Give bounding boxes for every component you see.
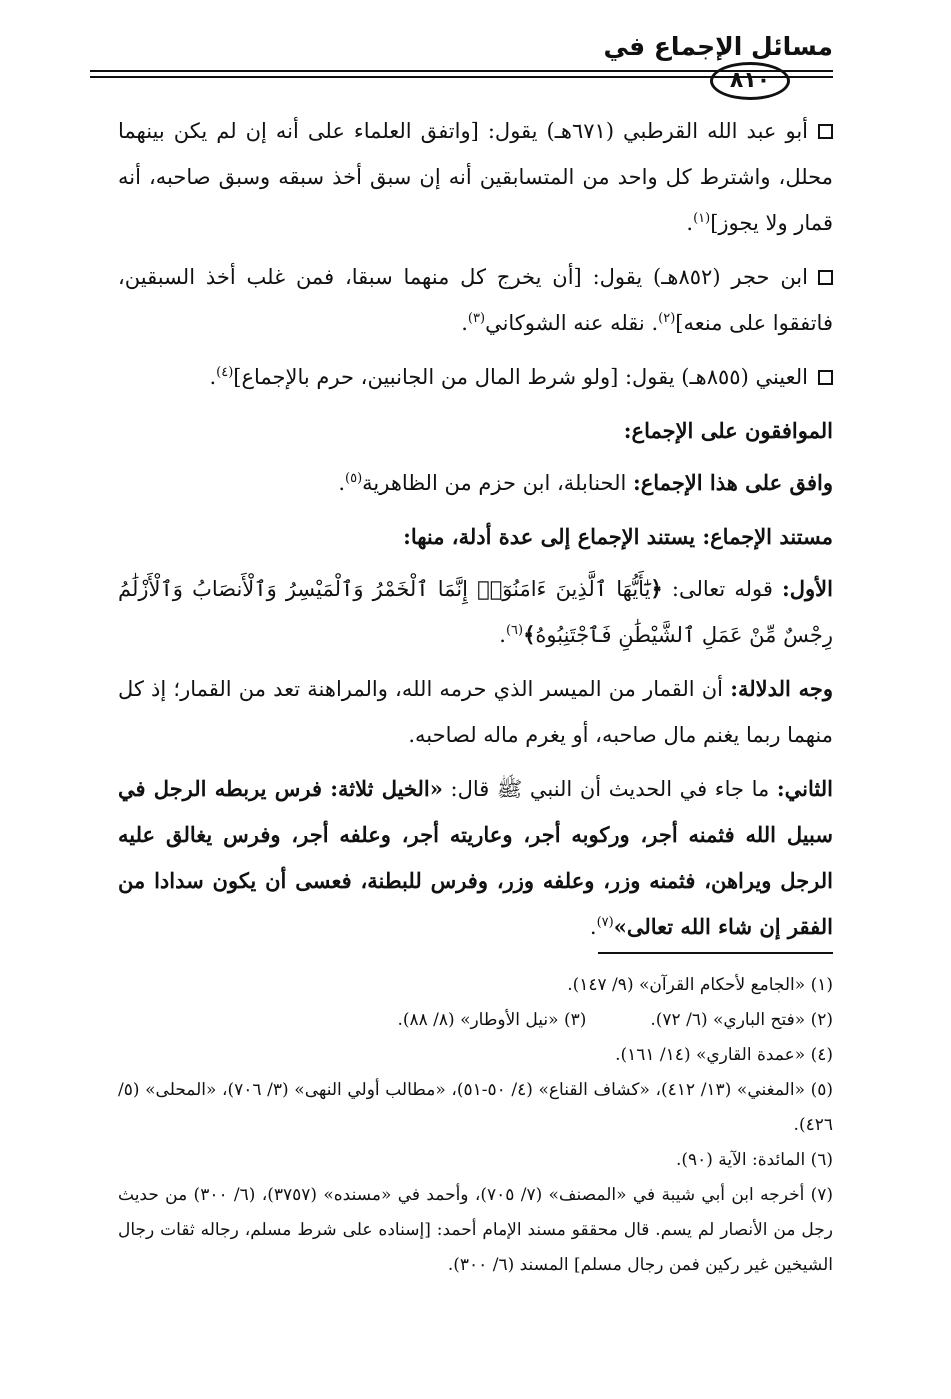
first-intro: قوله تعالى: — [662, 577, 783, 601]
checkbox-square-icon — [818, 370, 833, 385]
indication-label: وجه الدلالة: — [730, 676, 833, 701]
first-evidence — [118, 566, 833, 658]
agreeing-text: الحنابلة، ابن حزم من الظاهرية — [362, 471, 633, 495]
quote-text: ابن حجر (٨٥٢هـ) يقول: [أن يخرج كل منهما سبقا، فمن غلب أخذ السبقين، فاتفقوا على منعه] — [118, 265, 833, 335]
indication-paragraph — [118, 666, 833, 758]
footnote-ref: (٤) — [216, 365, 234, 380]
punctuation: . — [499, 623, 506, 647]
punctuation: . — [589, 915, 597, 939]
punctuation: . — [461, 311, 468, 335]
footnote-ref: (٥) — [345, 471, 363, 486]
page-number: ٨١٠ — [729, 68, 771, 93]
basis-heading: مستند الإجماع: يستند الإجماع إلى عدة أدلة، منها: — [403, 524, 833, 549]
agreeing-paragraph — [118, 460, 833, 506]
second-intro: ما جاء في الحديث أن النبي ﷺ قال: — [442, 777, 777, 801]
footnote-2: (٢) «فتح الباري» (٦/ ٧٢). — [650, 1010, 833, 1030]
footnote-ref: (٧) — [596, 915, 614, 930]
quote-text: العيني (٨٥٥هـ) يقول: [ولو شرط المال من الجانبين، حرم بالإجماع] — [233, 365, 808, 389]
quote-ibn-hajar — [118, 254, 833, 346]
footnote-separator — [598, 952, 833, 954]
main-text — [118, 108, 833, 958]
footnote-6: (٦) المائدة: الآية (٩٠). — [675, 1150, 833, 1170]
quote-qurtubi — [118, 108, 833, 246]
quote-aini — [118, 354, 833, 400]
quran-verse: يَٰٓأَيُّهَا ٱلَّذِينَ ءَامَنُوٓا۟ إِنَّمَا ٱلْخَمْرُ وَٱلْمَيْسِرُ وَٱلْأَنصَابُ وَٱلْأَزْلَٰمُ رِجْسٌ مِّنْ عَمَلِ ٱلشَّيْطَٰنِ فَٱجْتَنِبُوهُ — [118, 577, 833, 647]
hadith-text: «الخيل ثلاثة: فرس يربطه الرجل في سبيل الله فثمنه أجر، وركوبه أجر، وعاريته أجر، وعلفه أجر، وفرس يغالق عليه الرجل ويراهن، فثمنه وزر، وعلفه وزر، وفرس للبطنة، فعسى أن يكون سدادا من الفقر إن شاء الله تعالى» — [118, 776, 833, 939]
indication-text: أن القمار من الميسر الذي حرمه الله، والمراهنة تعد من القمار؛ إذ كل منهما ربما يغنم مال صاحبه، أو يغرم ماله لصاحبه. — [118, 677, 833, 747]
agreeing-label: وافق على هذا الإجماع: — [633, 470, 833, 495]
ornate-bracket-open: ﴿ — [650, 576, 663, 601]
footnote-5: (٥) «المغني» (١٣/ ٤١٢)، «كشاف القناع» (٤/ ٥٠-٥١)، «مطالب أولي النهى» (٣/ ٧٠٦)، «المحلى» (٥/ ٤٢٦). — [118, 1080, 833, 1135]
footnotes — [118, 968, 833, 1283]
ornate-bracket-close: ﴾ — [523, 622, 536, 647]
second-label: الثاني: — [776, 776, 833, 801]
footnote-7: (٧) أخرجه ابن أبي شيبة في «المصنف» (٧/ ٧٠٥)، وأحمد في «مسنده» (٣٧٥٧)، (٦/ ٣٠٠) من حديث رجل من الأنصار لم يسم. قال محققو مسند الإمام أحمد: [إسناده على شرط مسلم، رجاله ثقات رجال الشيخين غير ركين فمن رجال مسلم] المسند (٦/ ٣٠٠). — [118, 1185, 834, 1275]
punctuation: . — [686, 211, 694, 235]
quote-text-continued: . نقله عنه الشوكاني — [485, 311, 659, 335]
footnote-3: (٣) «نيل الأوطار» (٨/ ٨٨). — [397, 1010, 587, 1030]
punctuation: . — [209, 365, 217, 389]
footnote-4: (٤) «عمدة القاري» (١٤/ ١٦١). — [615, 1045, 833, 1065]
checkbox-square-icon — [818, 124, 833, 139]
running-title: مسائل الإجماع في — [603, 32, 833, 61]
footnote-ref: (١) — [693, 211, 711, 226]
footnote-row-2-3 — [118, 1003, 833, 1038]
punctuation: . — [338, 471, 346, 495]
agreeing-heading: الموافقون على الإجماع: — [623, 418, 833, 443]
quote-text: أبو عبد الله القرطبي (٦٧١هـ) يقول: [واتفق العلماء على أنه إن لم يكن بينهما محلل، واشترط كل واحد من المتسابقين أنه إن سبق أخذ سبقه وسبق صاحبه، أنه قمار ولا يجوز] — [118, 119, 833, 235]
footnote-ref: (٢) — [658, 311, 676, 326]
footnote-ref: (٣) — [467, 311, 486, 326]
page-number-oval — [710, 62, 790, 100]
first-label: الأول: — [782, 576, 833, 601]
second-evidence — [118, 766, 833, 950]
page-header — [90, 20, 833, 93]
checkbox-square-icon — [818, 270, 833, 285]
footnote-ref: (٦) — [505, 623, 524, 638]
footnote-1: (١) «الجامع لأحكام القرآن» (٩/ ١٤٧). — [567, 975, 833, 995]
